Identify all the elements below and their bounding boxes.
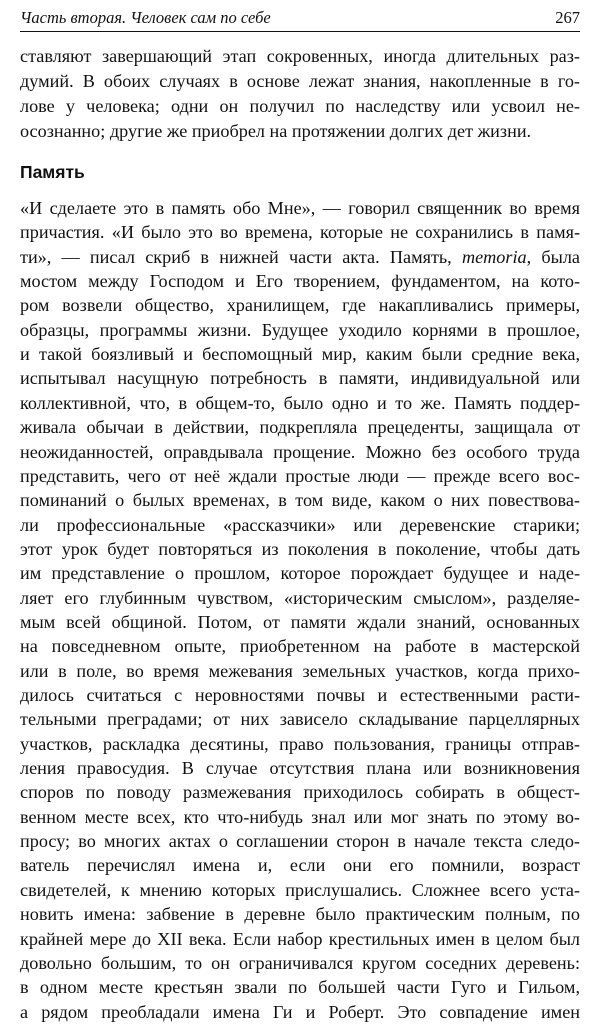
text-line: мым всей общиной. Потом, от памяти ждали знаний, основанных bbox=[20, 611, 580, 632]
running-title: Часть вторая. Человек сам по себе bbox=[20, 8, 271, 27]
text-line: ления правосудия. В случае отсутствия плана или возникновения bbox=[20, 758, 580, 779]
text-line: ляет его глубинным чувством, «историческим смыслом», разделяе- bbox=[20, 587, 580, 608]
text-line: или в поле, во время межевания земельных участков, когда прихо- bbox=[20, 660, 580, 681]
text-line: венном месте всех, кто что-нибудь знал или мог знать по этому во- bbox=[20, 806, 580, 827]
text-line: ставляют завершающий этап сокровенных, иногда длительных раз- bbox=[20, 46, 580, 66]
text-line: им представление о прошлом, которое порождает будущее и наде- bbox=[20, 563, 580, 584]
text-line: тельными преградами; от них зависело складывание парцеллярных bbox=[20, 709, 580, 730]
text-line: дилось считаться с неровностями почвы и естественными расти- bbox=[20, 685, 580, 705]
text-line: мостом между Господом и Его творением, фундаментом, на кото- bbox=[20, 271, 580, 292]
text-line: в одном месте крестьян звали по большей части Гуго и Гильом, bbox=[20, 977, 580, 998]
text-line: ли профессиональные «рассказчики» или деревенские старики; bbox=[20, 514, 580, 535]
text-line: думий. В обоих случаях в основе лежат знания, накопленные в го- bbox=[20, 71, 580, 91]
text-line: осознанно; другие же приобрел на протяжении долгих дет жизни. bbox=[20, 121, 532, 141]
text-line: крайней мере до XII века. Если набор крестильных имен в целом был bbox=[20, 928, 580, 949]
text-line: лове у человека; одни он получил по наследству или усвоил не- bbox=[20, 96, 580, 116]
text-line: довольно большим, то он ограничивался кругом соседних деревень: bbox=[20, 952, 580, 973]
text-line: причастия. «И было это во времена, которые не сохранились в памя- bbox=[20, 222, 580, 243]
text-line: новить имена: забвение в деревне было практическим полным, по bbox=[20, 904, 580, 925]
text-line: свидетелей, к мнению которых прислушались. Сложнее всего уста- bbox=[20, 879, 580, 900]
text-line: коллективной, что, в общем-то, было одно и то же. Память поддер- bbox=[20, 392, 580, 413]
text-line: и такой боязливый и беспомощный мир, каким были средние века, bbox=[20, 344, 580, 365]
text-line: а рядом преобладали имена Ги и Роберт. Это совпадение имен bbox=[20, 1001, 580, 1022]
page-number: 267 bbox=[555, 8, 580, 27]
section-heading: Память bbox=[20, 162, 85, 182]
text-line: на повседневном опыте, приобретенном на работе в мастерской bbox=[20, 636, 580, 657]
text-line: образцы, программы жизни. Будущее уходило корнями в прошлое, bbox=[20, 319, 580, 340]
text-line: просу; во многих актах о соглашении сторон в начале текста следо- bbox=[20, 831, 580, 852]
text-line: неожиданностей, оправдывала прощение. Можно без особого труда bbox=[20, 441, 580, 462]
text-line: споров по поводу размежевания приходилось собирать в общест- bbox=[20, 782, 580, 803]
text-line: ром возвели общество, хранилищем, где накапливались примеры, bbox=[20, 295, 580, 316]
header-rule bbox=[20, 31, 580, 32]
text-line: «И сделаете это в память обо Мне», — говорил священник во время bbox=[20, 198, 580, 218]
text-line: ти», — писал скриб в нижней части акта. Память, memoria, была bbox=[20, 246, 581, 267]
text-line: испытывал насущную потребность в памяти, индивидуальной или bbox=[20, 368, 580, 389]
text-line: поминаний о былых временах, в том виде, каком о них повествова- bbox=[20, 490, 580, 511]
running-head bbox=[20, 6, 580, 30]
text-line: этот урок будет повторяться из поколения в поколение, чтобы дать bbox=[20, 538, 580, 559]
text-line: живала обычаи в действии, подкрепляла прецеденты, защищала от bbox=[20, 417, 580, 438]
text-line: участков, раскладка десятины, право пользования, границы отправ- bbox=[20, 733, 580, 754]
text-line: представить, чего от неё ждали простые люди — прежде всего вос- bbox=[20, 465, 580, 486]
text-line: ватель перечислял имена и, если они его помнили, возраст bbox=[20, 855, 580, 876]
